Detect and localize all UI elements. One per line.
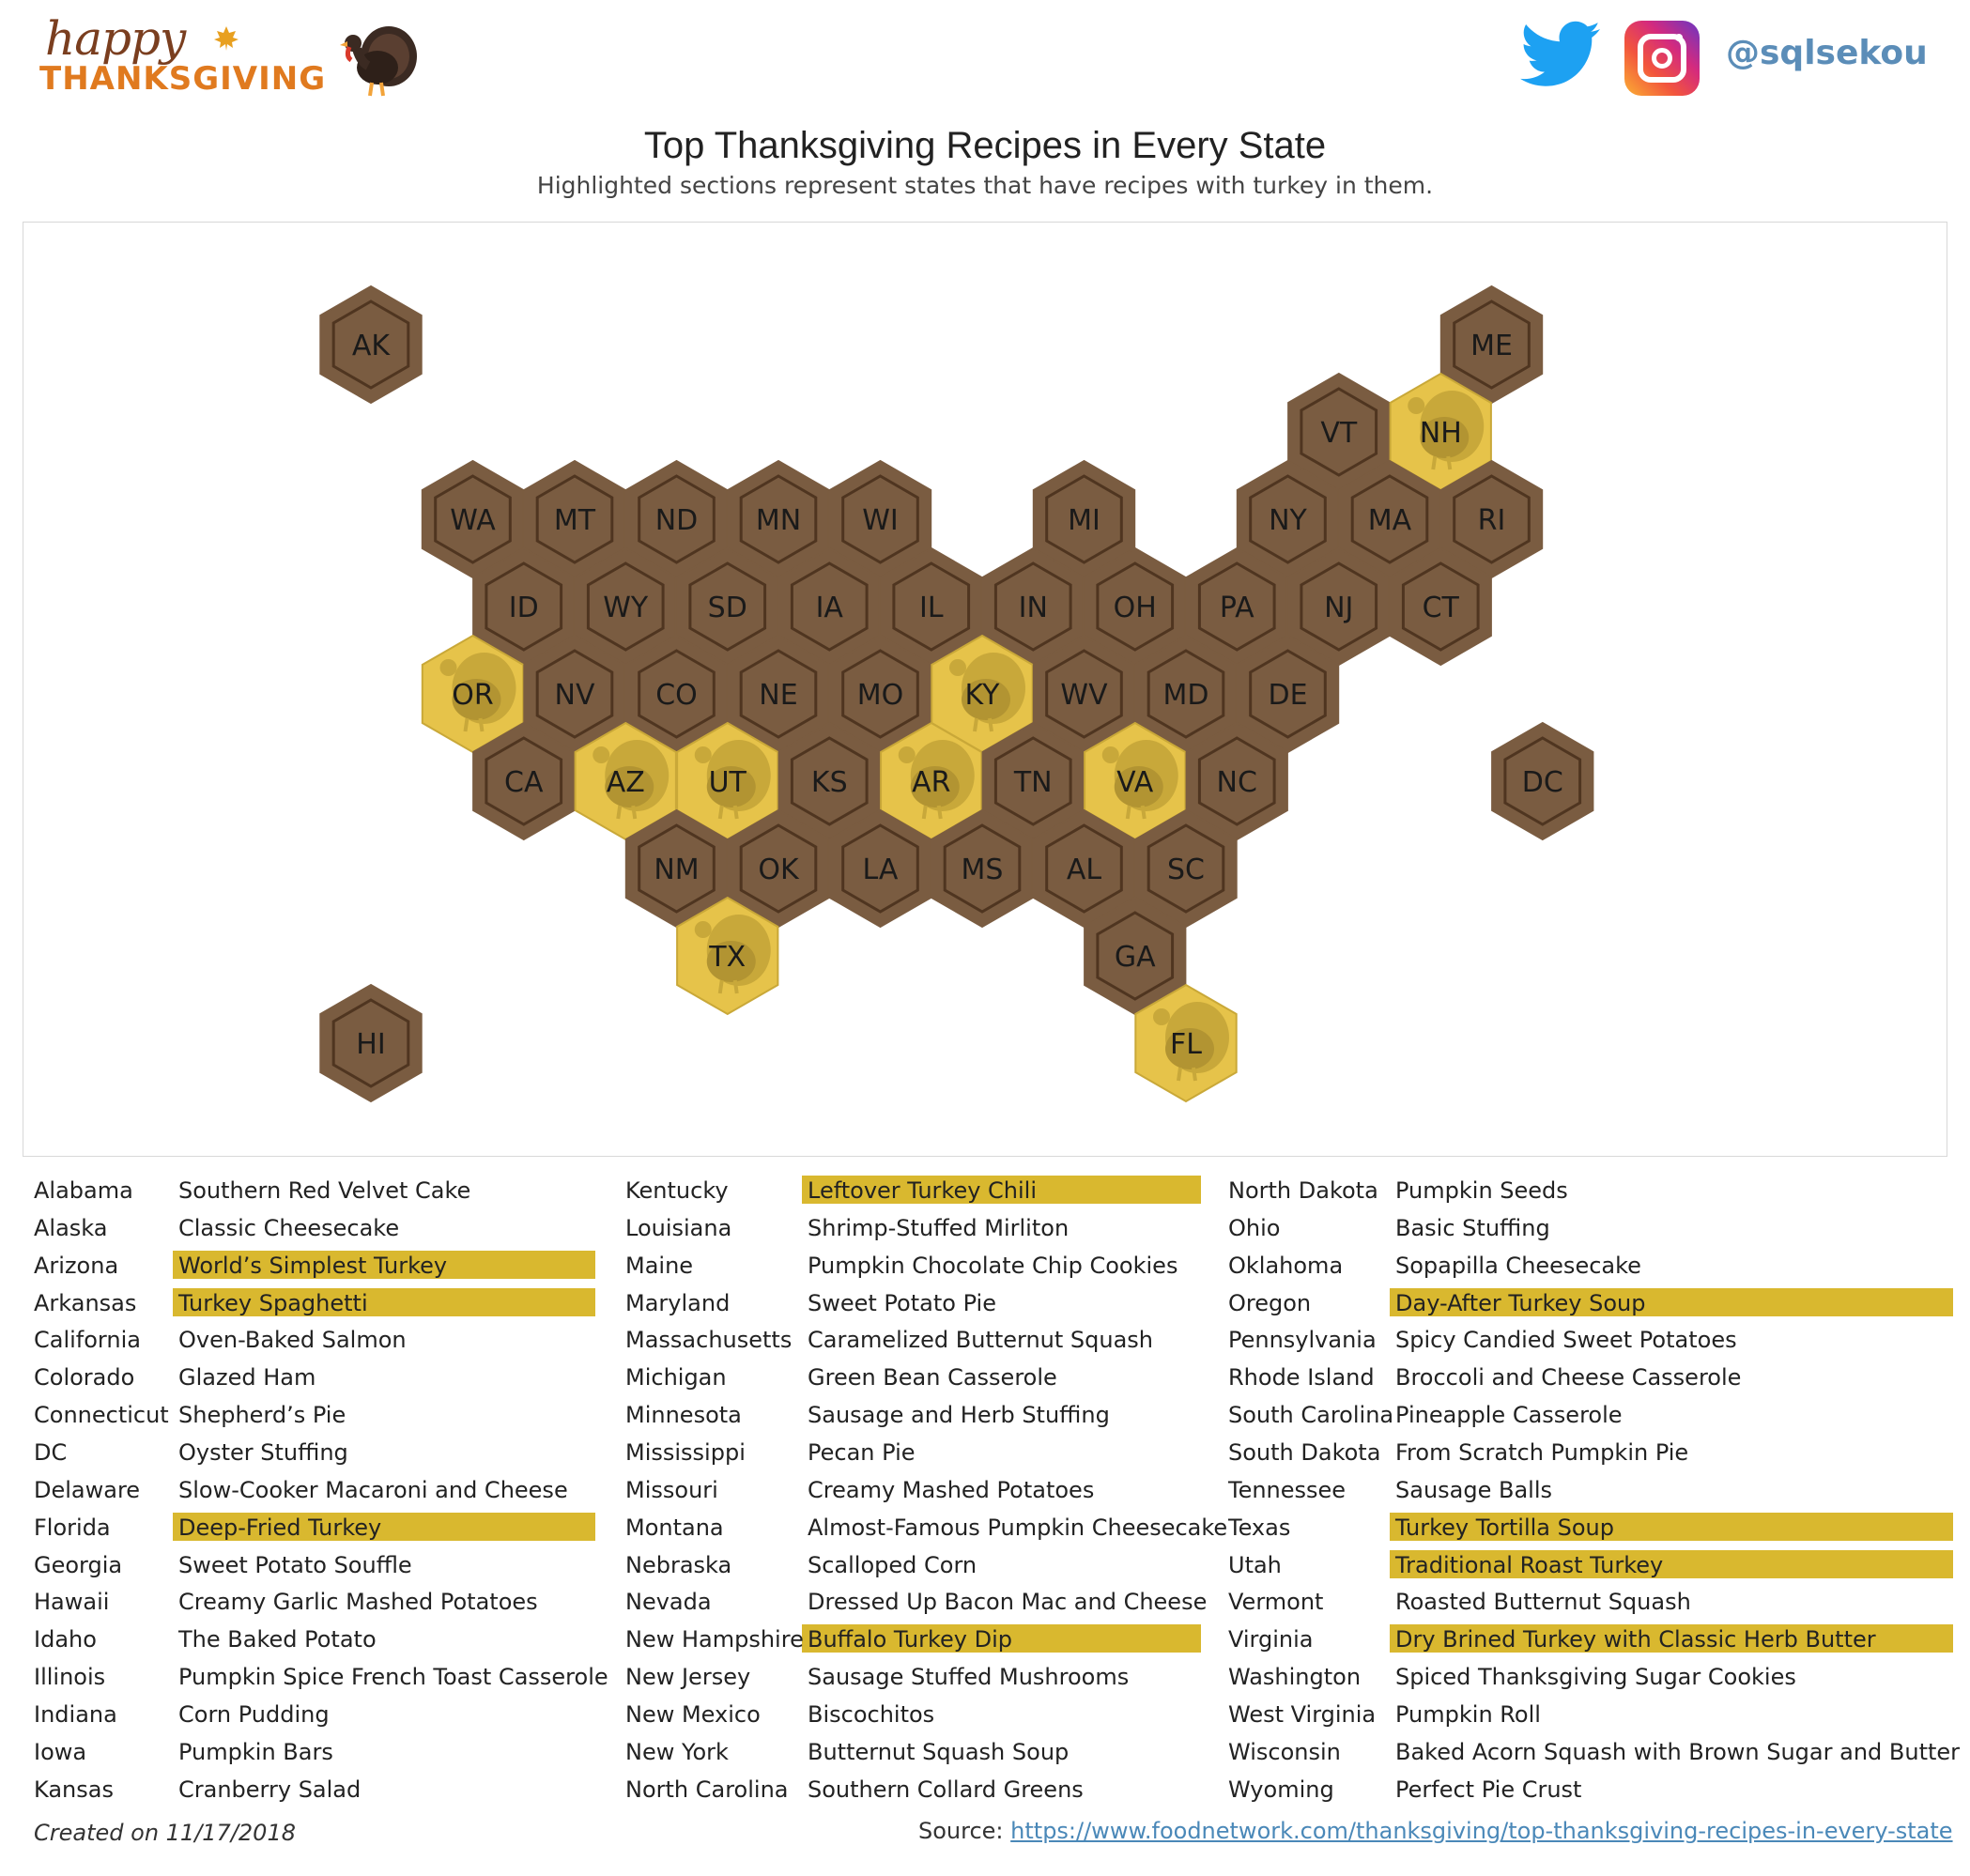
state-name: Arizona [34, 1252, 119, 1279]
recipe-name: Sweet Potato Souffle [178, 1551, 412, 1578]
state-abbr-label: KS [810, 766, 848, 799]
state-abbr-label: SC [1167, 853, 1205, 886]
recipe-row [625, 1286, 1207, 1324]
state-name: Alaska [34, 1214, 108, 1241]
state-abbr-label: VA [1116, 766, 1154, 799]
recipe-name: Biscochitos [808, 1700, 935, 1728]
state-name: Wisconsin [1228, 1738, 1341, 1765]
recipe-row [1228, 1249, 1959, 1286]
recipe-row [34, 1398, 601, 1436]
recipe-name: From Scratch Pumpkin Pie [1395, 1438, 1689, 1466]
recipe-name: Oyster Stuffing [178, 1438, 348, 1466]
recipe-name: Turkey Spaghetti [178, 1289, 368, 1316]
recipe-row [34, 1323, 601, 1361]
recipe-name: Pumpkin Seeds [1395, 1177, 1568, 1204]
recipe-row [1228, 1660, 1959, 1698]
recipe-name: Sweet Potato Pie [808, 1289, 996, 1316]
recipe-row [34, 1174, 601, 1211]
recipe-row [625, 1323, 1207, 1361]
logo-happy-text: happy [45, 11, 186, 66]
recipe-name: Southern Red Velvet Cake [178, 1177, 471, 1204]
recipe-row [1228, 1436, 1959, 1473]
recipe-row [625, 1249, 1207, 1286]
state-abbr-label: AL [1066, 853, 1102, 886]
state-name: Nebraska [625, 1551, 732, 1578]
recipe-row [625, 1174, 1207, 1211]
recipe-name: World’s Simplest Turkey [178, 1252, 448, 1279]
state-name: Minnesota [625, 1402, 742, 1429]
instagram-icon[interactable] [1624, 21, 1700, 96]
recipe-name: Spiced Thanksgiving Sugar Cookies [1395, 1664, 1796, 1691]
state-name: Kansas [34, 1776, 114, 1803]
state-abbr-label: MO [856, 679, 904, 712]
state-name: New Jersey [625, 1664, 751, 1691]
state-abbr-label: IL [918, 592, 944, 624]
state-name: Wyoming [1228, 1776, 1334, 1803]
source-label: Source: [918, 1818, 1011, 1844]
state-name: Connecticut [34, 1402, 169, 1429]
maple-leaf-icon [212, 24, 240, 53]
recipe-name: Day-After Turkey Soup [1395, 1289, 1646, 1316]
state-abbr-label: DE [1268, 679, 1308, 712]
state-name: Iowa [34, 1738, 87, 1765]
state-name: West Virginia [1228, 1700, 1377, 1728]
recipe-name: Almost-Famous Pumpkin Cheesecake [808, 1514, 1228, 1541]
state-name: Maine [625, 1252, 694, 1279]
recipe-name: Perfect Pie Crust [1395, 1776, 1582, 1803]
recipe-row [34, 1735, 601, 1773]
state-name: Texas [1228, 1514, 1291, 1541]
recipe-name: Dressed Up Bacon Mac and Cheese [808, 1589, 1208, 1616]
state-name: Mississippi [625, 1438, 746, 1466]
state-abbr-label: TX [709, 941, 746, 974]
recipe-row [1228, 1511, 1959, 1548]
recipe-row [625, 1473, 1207, 1511]
state-abbr-label: MA [1367, 504, 1412, 537]
state-name: Tennessee [1228, 1476, 1347, 1503]
recipe-row [625, 1511, 1228, 1548]
recipe-row [34, 1585, 601, 1622]
state-abbr-label: UT [708, 766, 746, 799]
state-name: California [34, 1327, 141, 1354]
state-abbr-label: GA [1114, 941, 1156, 974]
state-abbr-label: FL [1170, 1028, 1202, 1061]
recipe-row [1228, 1473, 1959, 1511]
state-name: Missouri [625, 1476, 718, 1503]
recipe-row [625, 1773, 1207, 1810]
state-hex-hi[interactable] [320, 985, 421, 1101]
recipe-row [1228, 1174, 1959, 1211]
state-abbr-label: TN [1013, 766, 1053, 799]
recipe-name: Sausage and Herb Stuffing [808, 1402, 1110, 1429]
recipe-name: Slow-Cooker Macaroni and Cheese [178, 1476, 568, 1503]
recipe-name: Corn Pudding [178, 1700, 330, 1728]
recipe-row [1228, 1735, 1959, 1773]
page-subtitle: Highlighted sections represent states that have recipes with turkey in them. [536, 172, 1434, 199]
recipe-name: Pumpkin Bars [178, 1738, 333, 1765]
recipe-name: Pineapple Casserole [1395, 1402, 1623, 1429]
state-hex-dc[interactable] [1492, 723, 1593, 839]
recipe-row [625, 1211, 1207, 1249]
recipe-name: Glazed Ham [178, 1364, 316, 1392]
recipe-name: Sausage Stuffed Mushrooms [808, 1664, 1130, 1691]
twitter-icon[interactable] [1519, 21, 1602, 90]
social-block [1482, 21, 1970, 96]
recipe-name: Shepherd’s Pie [178, 1402, 346, 1429]
social-handle[interactable]: @sqlsekou [1726, 34, 1928, 72]
state-abbr-label: PA [1219, 592, 1254, 624]
state-abbr-label: NC [1216, 766, 1257, 799]
state-abbr-label: OR [452, 679, 494, 712]
recipe-name: Roasted Butternut Squash [1395, 1589, 1691, 1616]
state-name: Kentucky [625, 1177, 729, 1204]
state-abbr-label: CT [1422, 592, 1459, 624]
recipe-row [1228, 1622, 1959, 1660]
state-abbr-label: AK [351, 330, 391, 362]
recipe-row [625, 1398, 1207, 1436]
recipe-row [34, 1249, 601, 1286]
recipe-name: Buffalo Turkey Dip [808, 1626, 1013, 1653]
state-abbr-label: KY [964, 679, 1000, 712]
recipe-row [1228, 1773, 1959, 1810]
state-name: North Carolina [625, 1776, 789, 1803]
recipe-row [625, 1548, 1207, 1586]
state-abbr-label: AZ [606, 766, 645, 799]
state-abbr-label: MN [755, 504, 802, 537]
recipe-name: Classic Cheesecake [178, 1214, 400, 1241]
state-hex-ak[interactable] [320, 286, 421, 403]
recipe-row [1228, 1698, 1959, 1735]
state-abbr-label: WY [603, 592, 649, 624]
recipe-name: Green Bean Casserole [808, 1364, 1057, 1392]
state-abbr-label: MT [553, 504, 596, 537]
state-name: South Dakota [1228, 1438, 1381, 1466]
state-abbr-label: VT [1320, 417, 1358, 450]
state-abbr-label: IA [815, 592, 843, 624]
state-abbr-label: OH [1113, 592, 1157, 624]
recipe-row [34, 1698, 601, 1735]
state-abbr-label: OK [758, 853, 799, 886]
state-name: Indiana [34, 1700, 117, 1728]
recipe-row [625, 1660, 1207, 1698]
state-abbr-label: NV [554, 679, 595, 712]
recipe-name: Butternut Squash Soup [808, 1738, 1070, 1765]
turkey-icon [331, 19, 421, 98]
state-abbr-label: ME [1470, 330, 1513, 362]
recipe-row [34, 1211, 601, 1249]
recipe-name: Cranberry Salad [178, 1776, 362, 1803]
recipe-name: Pumpkin Chocolate Chip Cookies [808, 1252, 1178, 1279]
recipe-name: Broccoli and Cheese Casserole [1395, 1364, 1742, 1392]
recipe-name: Spicy Candied Sweet Potatoes [1395, 1327, 1737, 1354]
recipe-row [34, 1622, 601, 1660]
recipe-row [34, 1286, 601, 1324]
state-name: South Carolina [1228, 1402, 1394, 1429]
state-name: Maryland [625, 1289, 731, 1316]
state-name: North Dakota [1228, 1177, 1378, 1204]
recipe-row [34, 1511, 601, 1548]
state-name: Pennsylvania [1228, 1327, 1377, 1354]
state-abbr-label: WV [1060, 679, 1108, 712]
recipe-name: Creamy Garlic Mashed Potatoes [178, 1589, 538, 1616]
recipe-name: Creamy Mashed Potatoes [808, 1476, 1095, 1503]
state-name: Colorado [34, 1364, 135, 1392]
state-abbr-label: AR [912, 766, 951, 799]
state-name: Washington [1228, 1664, 1362, 1691]
state-abbr-label: NE [759, 679, 798, 712]
recipe-row [1228, 1211, 1959, 1249]
state-abbr-label: HI [356, 1028, 386, 1061]
recipe-row [625, 1361, 1207, 1398]
hex-map-panel [23, 222, 1947, 1157]
source-link[interactable]: https://www.foodnetwork.com/thanksgiving/top-thanksgiving-recipes-in-every-state [1010, 1818, 1953, 1844]
recipe-row [1228, 1361, 1959, 1398]
recipe-name: Southern Collard Greens [808, 1776, 1084, 1803]
recipe-name: Scalloped Corn [808, 1551, 977, 1578]
recipe-row [625, 1436, 1207, 1473]
state-abbr-label: DC [1521, 766, 1563, 799]
recipe-name: Basic Stuffing [1395, 1214, 1550, 1241]
state-name: DC [34, 1438, 68, 1466]
source-line [918, 1818, 1953, 1844]
recipe-row [34, 1773, 601, 1810]
recipes-table [0, 1174, 1970, 1812]
recipe-name: Turkey Tortilla Soup [1395, 1514, 1614, 1541]
recipe-name: Pumpkin Roll [1395, 1700, 1541, 1728]
state-name: Hawaii [34, 1589, 110, 1616]
recipe-row [34, 1548, 601, 1586]
state-abbr-label: RI [1477, 504, 1506, 537]
recipe-row [34, 1436, 601, 1473]
recipe-row [625, 1698, 1207, 1735]
state-name: Georgia [34, 1551, 123, 1578]
state-name: Rhode Island [1228, 1364, 1375, 1392]
recipe-row [1228, 1286, 1959, 1324]
page-title: Top Thanksgiving Recipes in Every State [643, 125, 1327, 166]
recipe-row [34, 1660, 608, 1698]
recipe-row [625, 1585, 1207, 1622]
logo-thanksgiving-text: THANKSGIVING [39, 60, 327, 98]
recipe-row [1228, 1323, 1959, 1361]
recipe-name: Dry Brined Turkey with Classic Herb Butter [1395, 1626, 1876, 1653]
state-name: Ohio [1228, 1214, 1281, 1241]
state-name: Virginia [1228, 1626, 1314, 1653]
recipe-row [34, 1361, 601, 1398]
hex-tile-map [23, 223, 1947, 1156]
recipe-name: Deep-Fried Turkey [178, 1514, 382, 1541]
state-name: Illinois [34, 1664, 106, 1691]
state-abbr-label: NH [1419, 417, 1462, 450]
state-name: Louisiana [625, 1214, 732, 1241]
recipe-name: Shrimp-Stuffed Mirliton [808, 1214, 1070, 1241]
state-name: New Hampshire [625, 1626, 804, 1653]
state-name: Vermont [1228, 1589, 1324, 1616]
state-name: New York [625, 1738, 729, 1765]
state-name: Montana [625, 1514, 724, 1541]
state-abbr-label: LA [862, 853, 899, 886]
recipe-name: Oven-Baked Salmon [178, 1327, 407, 1354]
state-name: Michigan [625, 1364, 727, 1392]
recipe-row [1228, 1398, 1959, 1436]
state-abbr-label: MI [1068, 504, 1100, 537]
recipe-name: The Baked Potato [178, 1626, 377, 1653]
recipe-name: Caramelized Butternut Squash [808, 1327, 1154, 1354]
state-abbr-label: SD [707, 592, 747, 624]
state-abbr-label: CO [655, 679, 698, 712]
state-name: Nevada [625, 1589, 712, 1616]
recipe-row [1228, 1585, 1959, 1622]
created-date: Created on 11/17/2018 [34, 1820, 296, 1846]
recipe-name: Sausage Balls [1395, 1476, 1553, 1503]
state-name: Delaware [34, 1476, 141, 1503]
recipe-row [625, 1735, 1207, 1773]
state-abbr-label: ND [654, 504, 699, 537]
happy-thanksgiving-logo [39, 11, 327, 100]
recipe-row [625, 1622, 1207, 1660]
recipe-row [34, 1473, 601, 1511]
state-abbr-label: MD [1162, 679, 1209, 712]
recipe-name: Sopapilla Cheesecake [1395, 1252, 1641, 1279]
recipe-name: Traditional Roast Turkey [1395, 1551, 1664, 1578]
recipe-name: Pumpkin Spice French Toast Casserole [178, 1664, 608, 1691]
state-name: Oklahoma [1228, 1252, 1344, 1279]
state-abbr-label: WI [862, 504, 899, 537]
state-abbr-label: NY [1269, 504, 1307, 537]
recipe-name: Pecan Pie [808, 1438, 916, 1466]
state-name: New Mexico [625, 1700, 761, 1728]
recipe-row [1228, 1548, 1959, 1586]
state-name: Idaho [34, 1626, 97, 1653]
state-abbr-label: NM [654, 853, 700, 886]
recipe-name: Leftover Turkey Chili [808, 1177, 1038, 1204]
state-name: Florida [34, 1514, 111, 1541]
recipe-name: Baked Acorn Squash with Brown Sugar and Butter [1395, 1738, 1961, 1765]
state-abbr-label: MS [961, 853, 1004, 886]
state-name: Oregon [1228, 1289, 1312, 1316]
state-name: Massachusetts [625, 1327, 793, 1354]
state-name: Utah [1228, 1551, 1282, 1578]
state-abbr-label: NJ [1324, 592, 1354, 624]
state-name: Alabama [34, 1177, 133, 1204]
state-abbr-label: CA [504, 766, 544, 799]
state-name: Arkansas [34, 1289, 137, 1316]
state-abbr-label: WA [450, 504, 496, 537]
state-abbr-label: IN [1018, 592, 1048, 624]
state-abbr-label: ID [508, 592, 539, 624]
